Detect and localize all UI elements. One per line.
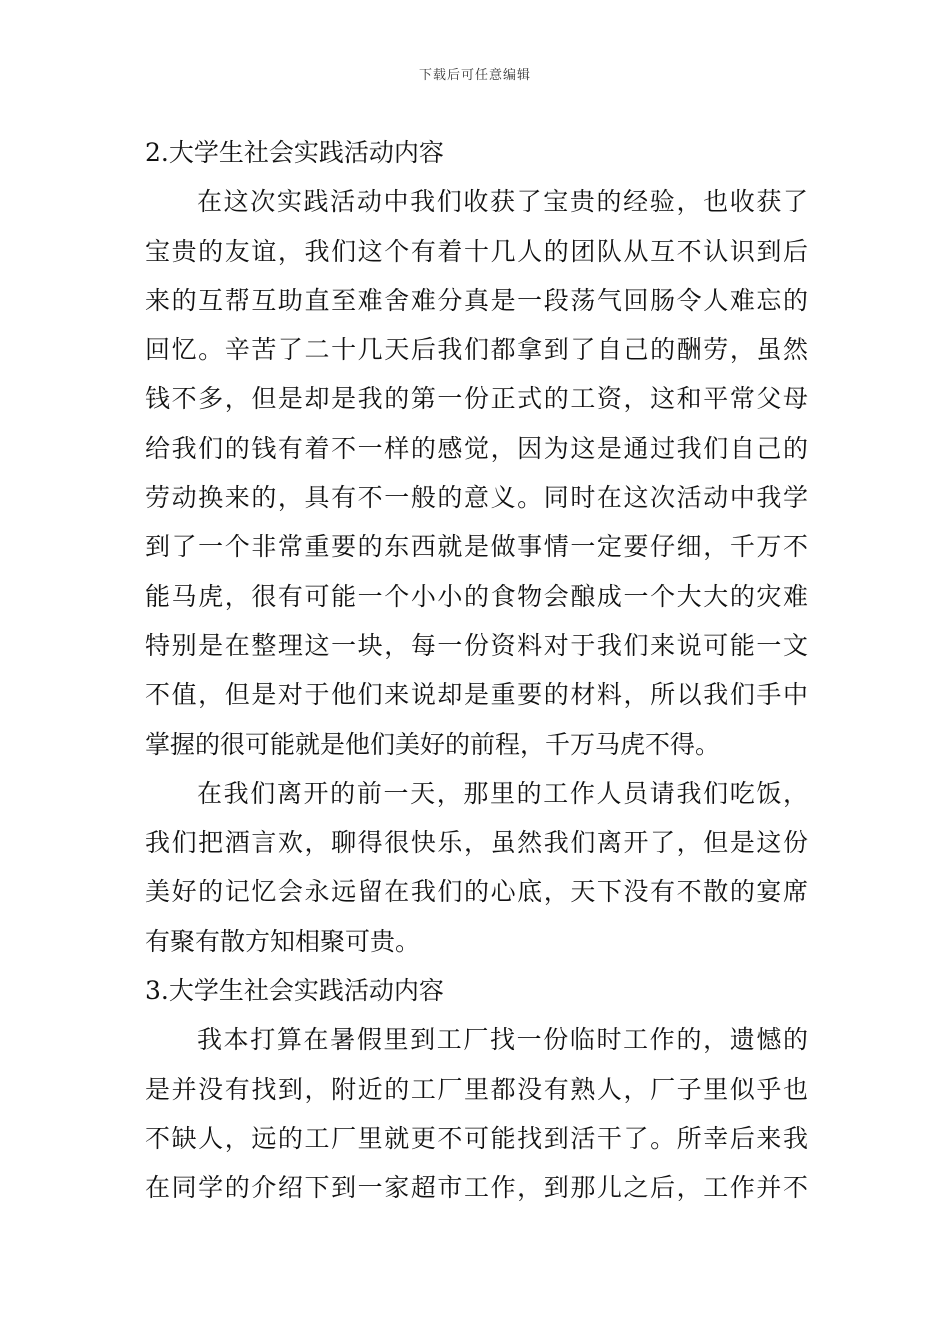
text-line: 回忆。辛苦了二十几天后我们都拿到了自己的酬劳，虽然 [145,335,808,365]
section-heading: 2.大学生社会实践活动内容 [145,138,444,167]
section-heading: 3.大学生社会实践活动内容 [145,976,444,1006]
text-line: 在这次实践活动中我们收获了宝贵的经验，也收获了 [197,187,808,217]
text-line: 劳动换来的，具有不一般的意义。同时在这次活动中我学 [145,483,808,513]
text-line: 来的互帮互助直至难舍难分真是一段荡气回肠令人难忘的 [145,285,808,315]
text-line: 掌握的很可能就是他们美好的前程，千万马虎不得。 [145,729,721,759]
text-line: 宝贵的友谊，我们这个有着十几人的团队从互不认识到后 [145,236,808,266]
text-line: 有聚有散方知相聚可贵。 [145,926,421,956]
text-line: 钱不多，但是却是我的第一份正式的工资，这和平常父母 [145,384,808,414]
text-line: 能马虎，很有可能一个小小的食物会酿成一个大大的灾难 [145,581,808,611]
text-line: 不缺人，远的工厂里就更不可能找到活干了。所幸后来我 [145,1123,808,1153]
text-line: 特别是在整理这一块，每一份资料对于我们来说可能一文 [145,630,808,660]
text-line: 美好的记忆会永远留在我们的心底，天下没有不散的宴席 [145,877,808,907]
text-line: 给我们的钱有着不一样的感觉，因为这是通过我们自己的 [145,433,808,463]
header-note: 下载后可任意编辑 [418,68,531,83]
text-line: 在同学的介绍下到一家超市工作，到那儿之后，工作并不 [145,1173,808,1203]
text-line: 是并没有找到，附近的工厂里都没有熟人，厂子里似乎也 [145,1074,808,1104]
text-line: 不值，但是对于他们来说却是重要的材料，所以我们手中 [145,680,808,710]
text-line: 我们把酒言欢，聊得很快乐，虽然我们离开了，但是这份 [145,828,808,858]
text-line: 我本打算在暑假里到工厂找一份临时工作的，遗憾的 [197,1025,808,1055]
text-line: 在我们离开的前一天，那里的工作人员请我们吃饭， [197,778,808,808]
text-line: 到了一个非常重要的东西就是做事情一定要仔细，千万不 [145,532,808,562]
document-body [145,128,808,1213]
